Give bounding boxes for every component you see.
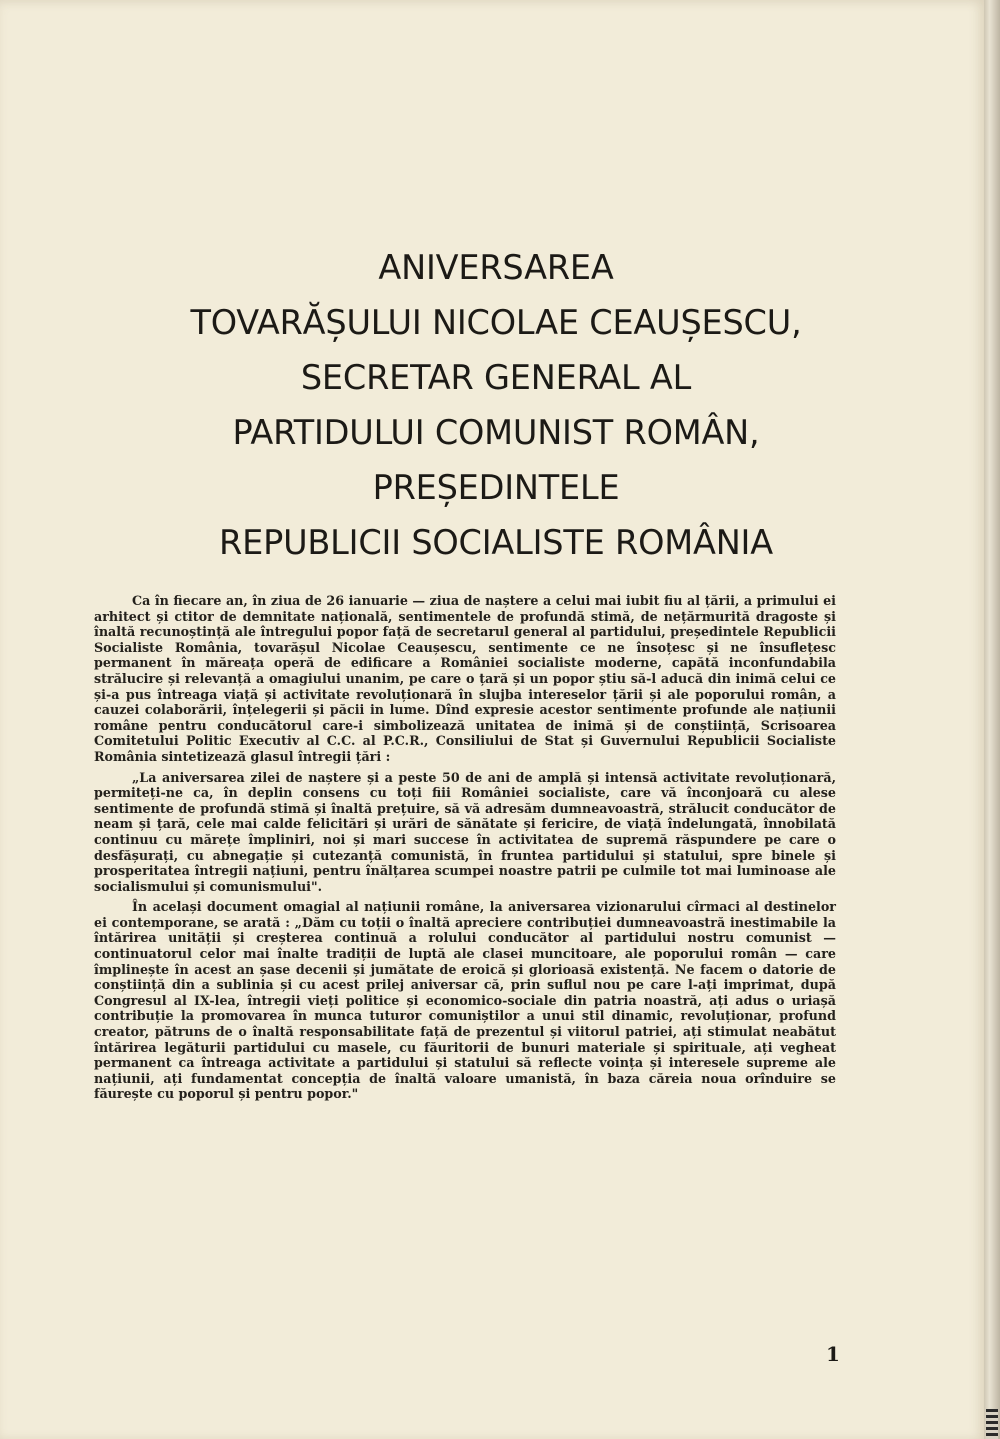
article-body [94,593,836,1107]
title-line-3: SECRETAR GENERAL AL [300,358,692,397]
title-line-5: PREȘEDINTELE [372,468,620,507]
page-number: 1 [826,1342,840,1366]
title-line-2: TOVARĂȘULUI NICOLAE CEAUȘESCU, [190,303,802,342]
title-line-1: ANIVERSAREA [378,248,614,287]
title-line-4: PARTIDULUI COMUNIST ROMÂN, [232,413,760,452]
paragraph-1: Ca în fiecare an, în ziua de 26 ianuarie — ziua de naștere a celui mai iubit fiu al țării, a primului ei arhitect și ctitor de demnitate națională, sentimentele de profundă stimă, de nețărmurită dragoste și înaltă recunoștință ale întregului popor față de secretarul general al partidului, președintele Republicii Socialiste România, tovarășul Nicolae Ceaușescu, sentimente ce ne însoțesc și ne însuflețesc permanent în măreața operă de edificare a României socialiste moderne, capătă inconfundabila strălucire și relevanță a omagiului unanim, pe care o țară și un popor știu să-l aducă din inimă celui ce și-a pus întreaga viață și activitate revoluționară în slujba intereselor țării și ale poporului român, a cauzei colaborării, înțelegerii și păcii in lume. Dînd expresie acestor sentimente profunde ale națiunii române pentru conducătorul care-i simbolizează unitatea de inimă și de conștiință, Scrisoarea Comitetului Politic Executiv al C.C. al P.C.R., Consiliului de Stat și Guvernului Republicii Socialiste România sintetizează glasul întregii țări : [94,593,836,764]
paragraph-3: În același document omagial al națiunii române, la aniversarea vizionarului cîrmaci al destinelor ei contemporane, se arată : „Dăm cu toții o înaltă apreciere contribuției dumneavoastră inestimabile la întărirea unității și creșterea continuă a rolului conducător al partidului nostru comunist — continuatorul celor mai înalte tradiții de luptă ale clasei muncitoare, ale poporului român — care împlinește în acest an șase decenii și jumătate de eroică și glorioasă existență. Ne facem o datorie de conștiință din a sublinia și cu acest prilej aniversar că, prin suflul nou pe care l-ați imprimat, după Congresul al IX-lea, întregii vieți politice și economico-sociale din patria noastră, ați adus o uriașă contribuție la promovarea în munca tuturor comuniștilor a unui stil dinamic, revoluționar, profund creator, pătruns de o înaltă responsabilitate față de prezentul și viitorul patriei, ați stimulat neabătut întărirea legăturii partidului cu masele, cu făuritorii de bunuri materiale și spirituale, ați vegheat permanent ca întreaga activitate a partidului și statului să reflecte voința și interesele supreme ale națiunii, ați fundamentat concepția de înaltă valoare umanistă, în baza căreia noua orînduire se făurește cu poporul și pentru popor." [94,899,836,1102]
title-line-6: REPUBLICII SOCIALISTE ROMÂNIA [219,523,773,562]
page-edge [984,0,1000,1439]
binding-marks [986,1409,998,1439]
article-title [60,240,932,570]
paragraph-2-quote: „La aniversarea zilei de naștere și a peste 50 de ani de amplă și intensă activitate revoluționară, permiteți-ne ca, în deplin consens cu toți fiii României socialiste, care vă înconjoară cu alese sentimente de profundă stimă și înaltă prețuire, să vă adresăm dumneavoastră, strălucit conducător de neam și țară, cele mai calde felicitări și urări de sănătate și fericire, de viață îndelungată, înnobilată continuu cu mărețe împliniri, noi și mari succese în activitatea de supremă răspundere pe care o desfășurați, cu abnegație și cutezanță comunistă, în fruntea partidului și statului, spre binele și prosperitatea întregii națiuni, pentru înălțarea scumpei noastre patrii pe culmile tot mai luminoase ale socialismului și comunismului". [94,769,836,894]
